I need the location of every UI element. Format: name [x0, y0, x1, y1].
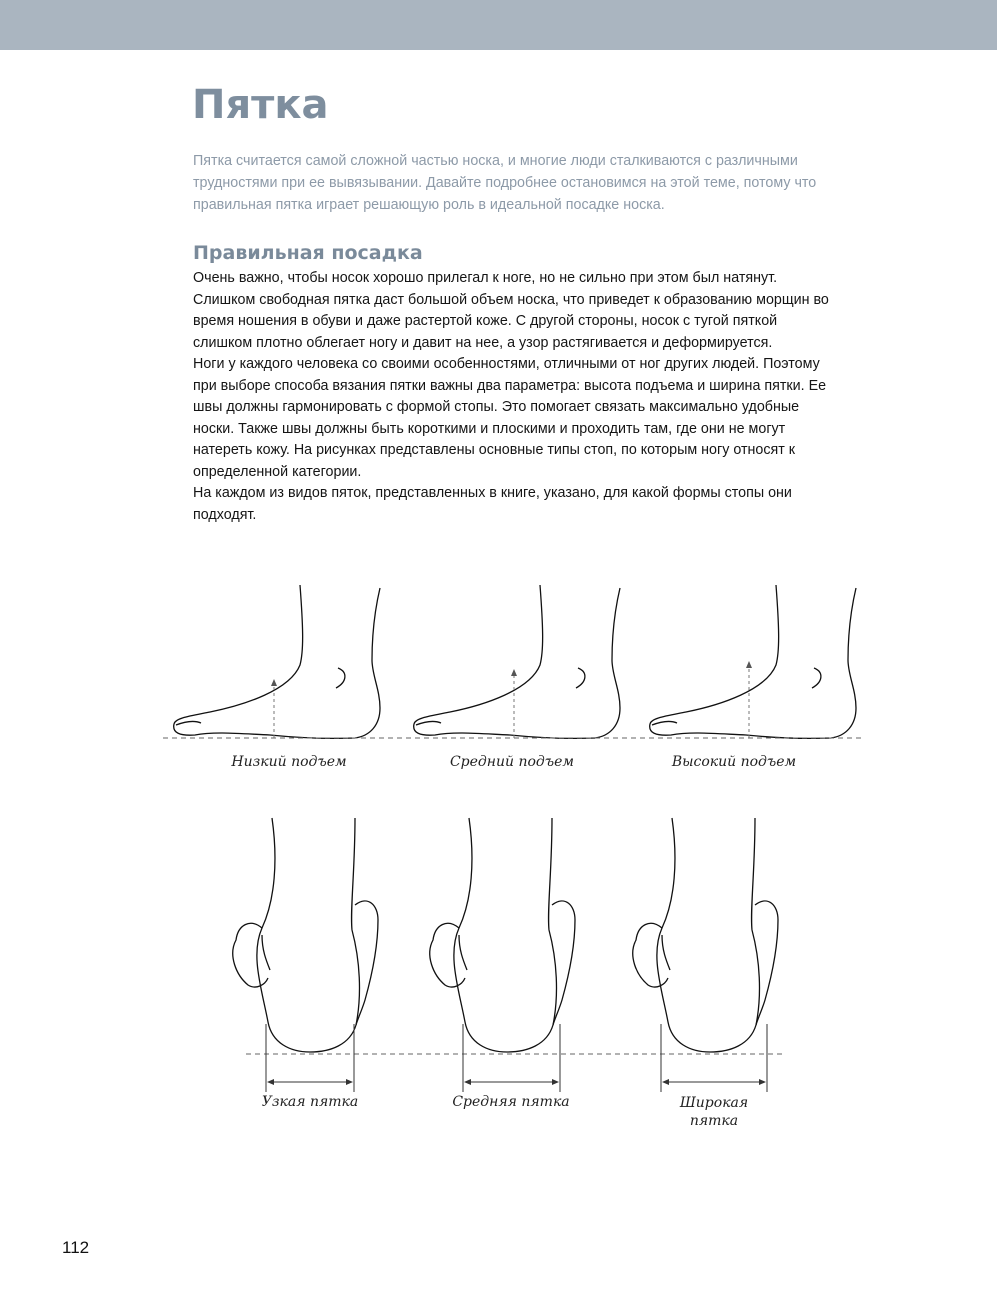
instep-label: Высокий подъем	[671, 754, 797, 770]
foot-drawings	[0, 560, 997, 1160]
body-text	[193, 268, 833, 526]
paragraph: На каждом из видов пяток, представленных в книге, указано, для какой формы стопы они подходят.	[193, 485, 792, 523]
heel-width-label: Узкая пятка	[261, 1094, 359, 1110]
foot-types-illustration	[0, 560, 997, 1160]
heel-width-label: Широкая пятка	[679, 1095, 749, 1129]
section-title: Правильная посадка	[193, 242, 423, 264]
paragraph: Очень важно, чтобы носок хорошо прилегал к ноге, но не сильно при этом был натянут. Слишком свободная пятка даст большой объем носка, что приведет к образованию морщин во время ношения в обуви и даже растертой коже. С другой стороны, носок с тугой пяткой слишком плотно облегает ногу и давит на нее, а узор растягивается и деформируется.	[193, 270, 829, 351]
heel-width-label: Средняя пятка	[452, 1094, 570, 1110]
paragraph: Ноги у каждого человека со своими особенностями, отличными от ног других людей. Поэтому при выборе способа вязания пятки важны два параметра: высота подъема и ширина пятки. Ее швы должны гармонировать с формой стопы. Это помогает связать максимально удобные носки. Также швы должны быть короткими и плоскими и проходить там, где они не могут натереть кожу. На рисунках представлены основные типы стоп, по которым ногу относят к определенной категории.	[193, 356, 827, 480]
header-bar	[0, 0, 997, 50]
page-title: Пятка	[192, 82, 329, 128]
page-number: 112	[62, 1238, 90, 1257]
instep-label: Низкий подъем	[231, 754, 347, 770]
intro-paragraph: Пятка считается самой сложной частью носка, и многие люди сталкиваются с различными трудностями при ее вывязывании. Давайте подробнее остановимся на этой теме, потому что правильная пятка играет решающую роль в идеальной посадке носка.	[193, 153, 817, 213]
instep-label: Средний подъем	[449, 754, 575, 770]
